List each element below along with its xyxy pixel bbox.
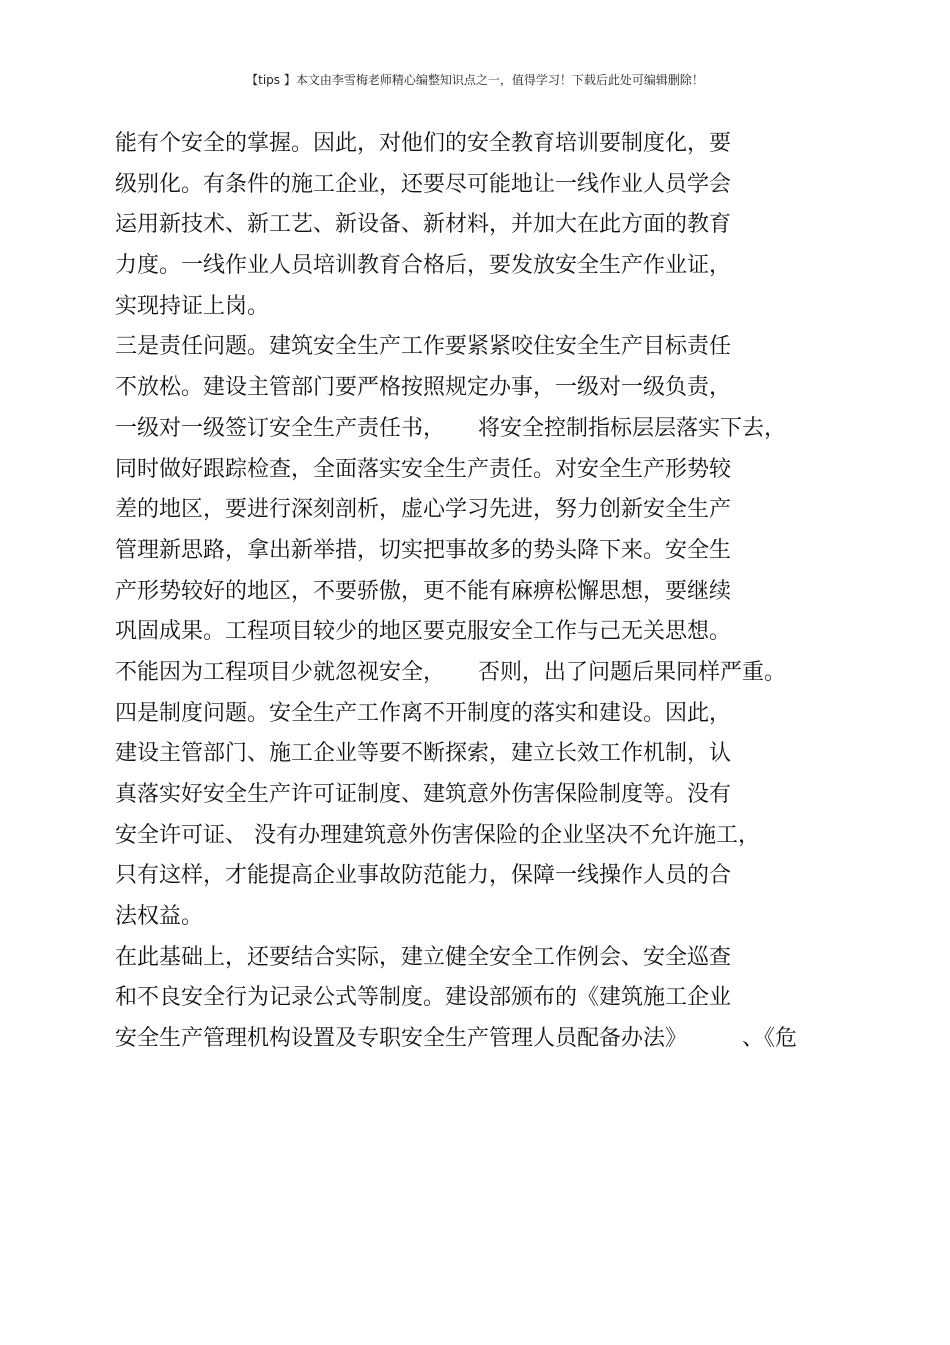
text-line: 安全许可证、 没有办理建筑意外伤害保险的企业坚决不允许施工，	[115, 822, 760, 848]
text-line: 管理新思路，拿出新举措，切实把事故多的势头降下来。安全生	[115, 537, 732, 563]
text-line: 和不良安全行为记录公式等制度。建设部颁布的《建筑施工企业	[115, 985, 732, 1011]
text-line: 安全生产管理机构设置及专职安全生产管理人员配备办法》 、《危	[115, 1026, 798, 1052]
text-line: 能有个安全的掌握。因此，对他们的安全教育培训要制度化，要	[115, 131, 732, 156]
text-line: 同时做好跟踪检查，全面落实安全生产责任。对安全生产形势较	[115, 456, 732, 482]
text-line: 三是责任问题。建筑安全生产工作要紧紧咬住安全生产目标责任	[115, 334, 732, 360]
text-line: 巩固成果。工程项目较少的地区要克服安全工作与己无关思想。	[115, 619, 732, 645]
text-line: 运用新技术、新工艺、新设备、新材料，并加大在此方面的教育	[115, 212, 732, 238]
text-line: 实现持证上岗。	[115, 293, 270, 319]
text-line: 四是制度问题。安全生产工作离不开制度的落实和建设。因此，	[115, 700, 732, 726]
text-line: 建设主管部门、施工企业等要不断探索，建立长效工作机制，认	[115, 741, 732, 767]
text-line: 法权益。	[115, 904, 204, 930]
text-line: 真落实好安全生产许可证制度、建筑意外伤害保险制度等。没有	[115, 782, 732, 807]
text-line: 一级对一级签订安全生产责任书， 将安全控制指标层层落实下去，	[115, 415, 787, 441]
text-line: 不放松。建设主管部门要严格按照规定办事，一级对一级负责，	[115, 375, 732, 401]
body-text	[115, 124, 845, 1060]
text-line: 只有这样，才能提高企业事故防范能力，保障一线操作人员的合	[115, 863, 732, 889]
text-line: 不能因为工程项目少就忽视安全， 否则，出了问题后果同样严重。	[115, 659, 787, 685]
text-line: 差的地区，要进行深刻剖析，虚心学习先进，努力创新安全生产	[115, 497, 732, 523]
text-line: 力度。一线作业人员培训教育合格后，要发放安全生产作业证，	[115, 253, 732, 279]
text-line: 级别化。有条件的施工企业，还要尽可能地让一线作业人员学会	[115, 171, 732, 197]
text-line: 产形势较好的地区，不要骄傲，更不能有麻痹松懈思想，要继续	[115, 578, 732, 604]
text-line: 在此基础上，还要结合实际，建立健全安全工作例会、安全巡查	[115, 944, 732, 970]
header-tips-note: 【tips 】本文由李雪梅老师精心编整知识点之一，值得学习！下载后此处可编辑删除！	[246, 73, 704, 87]
